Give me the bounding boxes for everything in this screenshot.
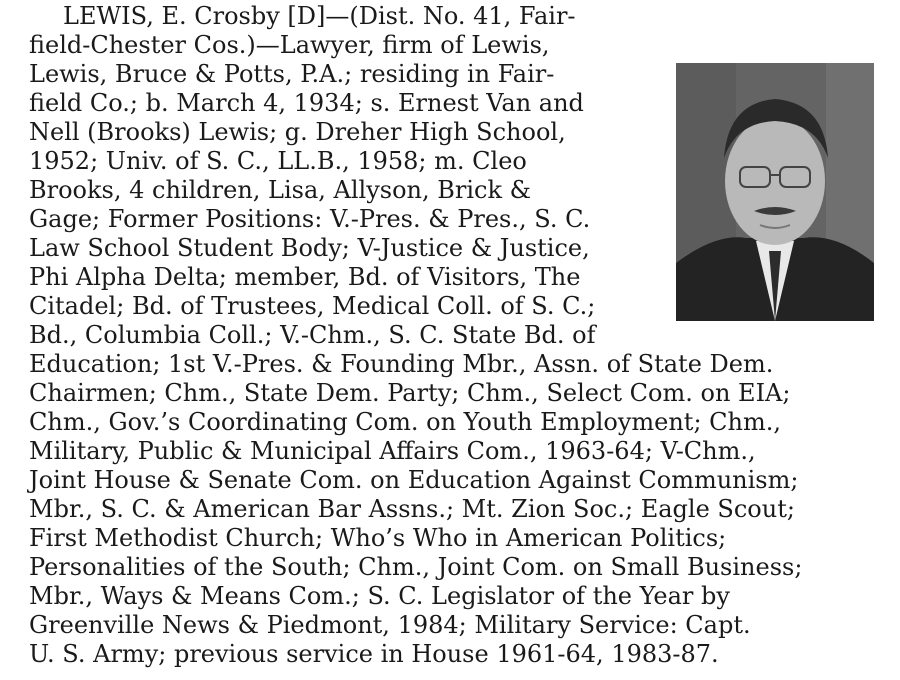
entry-line-11: Citadel; Bd. of Trustees, Medical Coll. of S. C.; (29, 292, 596, 320)
entry-line-14: Chairmen; Chm., State Dem. Party; Chm., Select Com. on EIA; (29, 379, 791, 407)
entry-line-12: Bd., Columbia Coll.; V.-Chm., S. C. State Bd. of (29, 321, 596, 349)
entry-line-6: 1952; Univ. of S. C., LL.B., 1958; m. Cleo (29, 147, 527, 175)
entry-line-9: Law School Student Body; V-Justice & Justice, (29, 234, 590, 262)
entry-line-10: Phi Alpha Delta; member, Bd. of Visitors, The (29, 263, 581, 291)
entry-line-3: Lewis, Bruce & Potts, P.A.; residing in Fair- (29, 60, 555, 88)
entry-line-4: field Co.; b. March 4, 1934; s. Ernest Van and (29, 89, 584, 117)
entry-line-18: Mbr., S. C. & American Bar Assns.; Mt. Zion Soc.; Eagle Scout; (29, 495, 795, 523)
entry-line-21: Mbr., Ways & Means Com.; S. C. Legislator of the Year by (29, 582, 730, 610)
entry-line-7: Brooks, 4 children, Lisa, Allyson, Brick & (29, 176, 532, 204)
entry-line-8: Gage; Former Positions: V.-Pres. & Pres., S. C. (29, 205, 591, 233)
entry-line-17: Joint House & Senate Com. on Education Against Communism; (29, 466, 799, 494)
entry-line-2: field-Chester Cos.)—Lawyer, firm of Lewis, (29, 31, 550, 59)
entry-line-20: Personalities of the South; Chm., Joint Com. on Small Business; (29, 553, 803, 581)
entry-line-1-text: LEWIS, E. Crosby [D]—(Dist. No. 41, Fair- (63, 2, 576, 30)
entry-line-1 (63, 2, 654, 31)
entry-line-5: Nell (Brooks) Lewis; g. Dreher High School, (29, 118, 566, 146)
portrait-photo (676, 63, 874, 321)
entry-line-15: Chm., Gov.’s Coordinating Com. on Youth Employment; Chm., (29, 408, 782, 436)
portrait-image (676, 63, 874, 321)
entry-line-16: Military, Public & Municipal Affairs Com., 1963-64; V-Chm., (29, 437, 756, 465)
entry-line-13: Education; 1st V.-Pres. & Founding Mbr., Assn. of State Dem. (29, 350, 774, 378)
entry-line-22: Greenville News & Piedmont, 1984; Military Service: Capt. (29, 611, 751, 639)
entry-line-19: First Methodist Church; Who’s Who in American Politics; (29, 524, 727, 552)
entry-line-23: U. S. Army; previous service in House 1961-64, 1983-87. (29, 640, 719, 668)
